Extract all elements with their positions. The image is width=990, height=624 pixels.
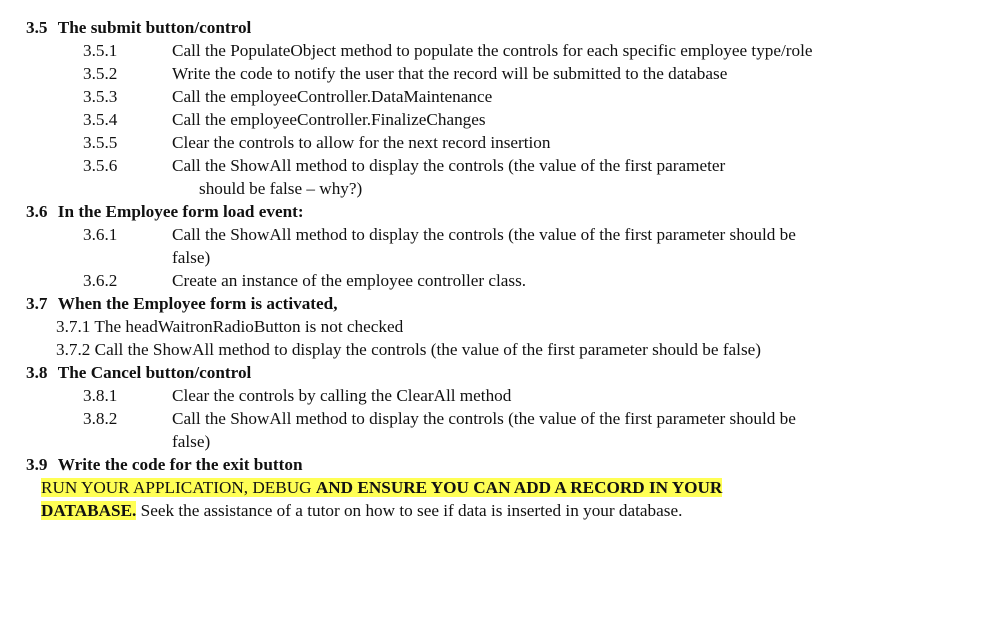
section-number: 3.9: [26, 455, 48, 474]
item-text: Call the employeeController.FinalizeChanges: [172, 110, 486, 129]
item-text: Write the code to notify the user that the record will be submitted to the database: [172, 64, 728, 83]
item-text: 3.7.2 Call the ShowAll method to display the controls (the value of the first parameter should be false): [56, 340, 761, 359]
item-number: 3.6.2: [83, 271, 118, 290]
item-number: 3.5.6: [83, 156, 118, 175]
section-3-7-heading: [26, 292, 338, 315]
item-text-continued: false): [172, 248, 211, 267]
highlighted-note-line-1: [41, 476, 722, 499]
item-number: 3.5.2: [83, 64, 118, 83]
note-highlight-bold: DATABASE.: [41, 501, 137, 520]
item-text-continued: false): [172, 432, 211, 451]
section-3-9-heading: [26, 453, 303, 476]
item-number: 3.8.2: [83, 409, 118, 428]
section-title: In the Employee form load event:: [57, 202, 304, 221]
section-title: The Cancel button/control: [57, 363, 252, 382]
item-number: 3.5.1: [83, 41, 118, 60]
item-number: 3.5.4: [83, 110, 118, 129]
section-3-8-heading: [26, 361, 251, 384]
section-number: 3.6: [26, 202, 48, 221]
item-number: 3.8.1: [83, 386, 118, 405]
item-text: Call the PopulateObject method to populate the controls for each specific employee type/role: [172, 41, 813, 60]
note-text: Seek the assistance of a tutor on how to see if data is inserted in your database.: [136, 501, 683, 520]
item-text-continued: should be false – why?): [199, 179, 363, 198]
item-number: 3.5.3: [83, 87, 118, 106]
section-number: 3.8: [26, 363, 48, 382]
section-title: The submit button/control: [57, 18, 252, 37]
item-text: Call the ShowAll method to display the controls (the value of the first parameter: [172, 156, 726, 175]
section-3-5-heading: [26, 16, 251, 39]
section-title: When the Employee form is activated,: [57, 294, 338, 313]
item-text: Call the ShowAll method to display the controls (the value of the first parameter should be: [172, 409, 796, 428]
item-text: Call the employeeController.DataMaintenance: [172, 87, 493, 106]
note-highlight-run: RUN YOUR APPLICATION, DEBUG: [41, 478, 316, 497]
item-number: 3.6.1: [83, 225, 118, 244]
section-3-6-heading: [26, 200, 304, 223]
item-text: Clear the controls by calling the ClearAll method: [172, 386, 512, 405]
highlighted-note-line-2: [41, 499, 682, 522]
section-title: Write the code for the exit button: [57, 455, 303, 474]
section-number: 3.7: [26, 294, 48, 313]
item-text: Create an instance of the employee controller class.: [172, 271, 527, 290]
section-number: 3.5: [26, 18, 48, 37]
item-text: Call the ShowAll method to display the controls (the value of the first parameter should be: [172, 225, 796, 244]
item-text: 3.7.1 The headWaitronRadioButton is not checked: [56, 317, 404, 336]
item-number: 3.5.5: [83, 133, 118, 152]
note-highlight-bold: AND ENSURE YOU CAN ADD A RECORD IN YOUR: [315, 478, 723, 497]
item-text: Clear the controls to allow for the next record insertion: [172, 133, 551, 152]
